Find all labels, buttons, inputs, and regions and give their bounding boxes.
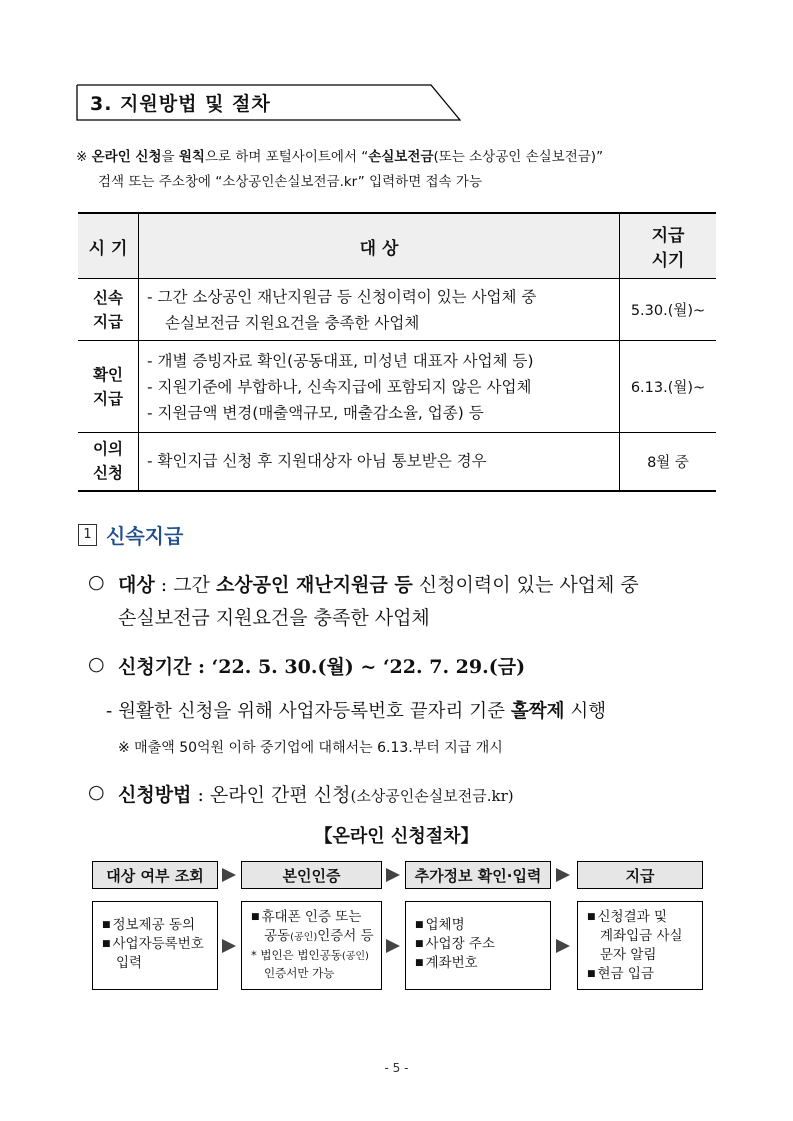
square-bullet-icon: ■ xyxy=(102,920,111,930)
section-title: 3. 지원방법 및 절차 xyxy=(90,93,271,115)
item-target-line2: 손실보전금 지원요건을 충족한 사업체 xyxy=(118,607,430,629)
step-text: 계좌번호 xyxy=(425,955,478,971)
step-text: 계좌입금 사실 xyxy=(600,928,683,944)
step-text-small: (공인) xyxy=(341,951,369,962)
step-text: 현금 입금 xyxy=(597,966,654,982)
step-line xyxy=(587,908,698,927)
period-line: 지급 xyxy=(93,312,123,331)
arrow-right-icon xyxy=(554,937,574,955)
item-text: : 그간 xyxy=(154,574,216,596)
item-period-sub-bold: 홀짝제 xyxy=(510,701,565,722)
row-target xyxy=(139,279,620,341)
square-bullet-icon: ■ xyxy=(587,969,596,979)
arrow-right-icon xyxy=(554,866,574,884)
item-period xyxy=(118,652,525,679)
schedule-table xyxy=(78,212,716,492)
target-line: - 확인지급 신청 후 지원대상자 아님 통보받은 경우 xyxy=(147,452,487,471)
notice-bold-compensation: 손실보전금 xyxy=(368,149,434,165)
arrow-right-icon xyxy=(220,866,240,884)
header-period: 시 기 xyxy=(78,213,139,279)
step-line xyxy=(587,965,698,984)
section-number-box: 1 xyxy=(78,524,97,546)
target-line: - 그간 소상공인 재난지원금 등 신청이력이 있는 사업체 중 xyxy=(147,287,537,306)
step-line xyxy=(251,927,377,947)
target-line: 손실보전금 지원요건을 충족한 사업체 xyxy=(165,313,420,332)
row-timing: 8월 중 xyxy=(620,433,717,491)
step-text: 사업자등록번호 xyxy=(112,936,204,952)
period-line: 지급 xyxy=(93,389,123,408)
item-period-note: ※ 매출액 50억원 이하 중기업에 대해서는 6.13.부터 지급 개시 xyxy=(118,740,503,756)
item-text: - 원활한 신청을 위해 사업자등록번호 끝자리 기준 xyxy=(106,701,511,722)
item-text: 신청이력이 있는 사업체 중 xyxy=(412,574,639,596)
header-timing xyxy=(620,213,717,279)
step-line xyxy=(415,954,546,973)
row-period xyxy=(78,279,139,341)
arrow-right-icon xyxy=(220,937,240,955)
period-line: 이의 xyxy=(93,440,123,459)
step-text: 휴대폰 인증 또는 xyxy=(261,909,362,925)
flow-title: 【온라인 신청절차】 xyxy=(314,826,479,847)
step-text: 인증서 등 xyxy=(317,928,374,944)
item-target-label: 대상 xyxy=(118,574,155,596)
step-head-extra-info: 추가정보 확인·입력 xyxy=(405,861,551,889)
period-line: 신청 xyxy=(93,464,123,483)
header-target: 대 상 xyxy=(139,213,620,279)
arrow-right-icon xyxy=(384,866,404,884)
step-line xyxy=(415,916,546,935)
step-text: 문자 알림 xyxy=(600,947,657,963)
period-line: 신속 xyxy=(93,288,123,307)
bullet-icon: ○ xyxy=(88,781,105,803)
step-text: 업체명 xyxy=(425,917,465,933)
arrow-right-icon xyxy=(384,937,404,955)
item-target-bold: 소상공인 재난지원금 등 xyxy=(215,574,413,596)
step-text: 사업장 주소 xyxy=(425,936,496,952)
item-period-label: 신청기간 xyxy=(118,656,192,678)
step-head-payment: 지급 xyxy=(577,861,703,889)
step-head-auth: 본인인증 xyxy=(241,861,382,889)
square-bullet-icon: ■ xyxy=(102,939,111,949)
table-header-row xyxy=(78,213,716,279)
table-row xyxy=(78,433,716,491)
step-text: 인증서만 가능 xyxy=(264,966,335,980)
step-text: 정보제공 동의 xyxy=(112,917,196,933)
row-timing: 5.30.(월)~ xyxy=(620,279,717,341)
item-method xyxy=(118,780,514,807)
bullet-icon: ○ xyxy=(88,653,105,675)
step-text: 법인은 법인공동 xyxy=(260,948,342,962)
step-text: 공동 xyxy=(264,928,291,944)
step-line xyxy=(415,935,546,954)
table-row xyxy=(78,279,716,341)
step-line xyxy=(102,916,213,935)
header-timing-line1: 지급 xyxy=(651,226,685,246)
item-text: : 온라인 간편 신청 xyxy=(191,784,351,806)
notice-text: (또는 소상공인 손실보전금)” xyxy=(433,149,604,165)
row-target xyxy=(139,341,620,433)
item-text: 시행 xyxy=(564,701,607,722)
step-head-lookup: 대상 여부 조회 xyxy=(92,861,218,889)
square-bullet-icon: ■ xyxy=(415,939,424,949)
square-bullet-icon: ■ xyxy=(415,958,424,968)
step-box-auth xyxy=(241,901,382,990)
table-row xyxy=(78,341,716,433)
period-line: 확인 xyxy=(93,365,123,384)
step-text-small: (공인) xyxy=(290,932,318,943)
row-period xyxy=(78,433,139,491)
notice-text: 으로 하며 포털사이트에서 “ xyxy=(204,149,369,165)
notice-line-2: 검색 또는 주소창에 “소상공인손실보전금.kr” 입력하면 접속 가능 xyxy=(98,174,482,190)
step-box-payment xyxy=(577,901,703,990)
step-box-extra-info xyxy=(405,901,551,990)
step-line xyxy=(251,947,377,965)
item-target xyxy=(118,570,639,597)
item-period-sub xyxy=(106,697,606,723)
target-line: - 지원기준에 부합하나, 신속지급에 포함되지 않은 사업체 xyxy=(147,377,532,396)
notice-bold-principle: 원칙 xyxy=(178,149,205,165)
row-period xyxy=(78,341,139,433)
item-method-label: 신청방법 xyxy=(118,784,192,806)
page-number: - 5 - xyxy=(384,1061,409,1075)
notice-line-1 xyxy=(76,145,603,169)
notice-text: 을 xyxy=(161,149,179,165)
step-text: 신청결과 및 xyxy=(597,909,668,925)
square-bullet-icon: ■ xyxy=(587,912,596,922)
step-box-lookup xyxy=(92,901,218,990)
step-text: 입력 xyxy=(116,955,143,971)
square-bullet-icon: ■ xyxy=(415,920,424,930)
subsection-title: 신속지급 xyxy=(106,524,184,548)
target-line: - 지원금액 변경(매출액규모, 매출감소율, 업종) 등 xyxy=(147,403,484,422)
notice-bold-online: 온라인 신청 xyxy=(91,149,162,165)
step-line xyxy=(251,908,377,927)
notice-mark: ※ xyxy=(76,149,88,165)
row-target xyxy=(139,433,620,491)
header-timing-line2: 시기 xyxy=(651,251,685,271)
target-line: - 개별 증빙자료 확인(공동대표, 미성년 대표자 사업체 등) xyxy=(147,351,534,370)
square-bullet-icon: ■ xyxy=(251,912,260,922)
section-header xyxy=(76,84,432,118)
item-method-url: (소상공인손실보전금.kr) xyxy=(350,787,514,805)
row-timing: 6.13.(월)~ xyxy=(620,341,717,433)
step-line xyxy=(102,935,213,954)
bullet-icon: ○ xyxy=(88,571,105,593)
asterisk-icon: * xyxy=(251,948,257,962)
item-period-value: : ‘22. 5. 30.(월) ~ ‘22. 7. 29.(금) xyxy=(191,656,526,678)
